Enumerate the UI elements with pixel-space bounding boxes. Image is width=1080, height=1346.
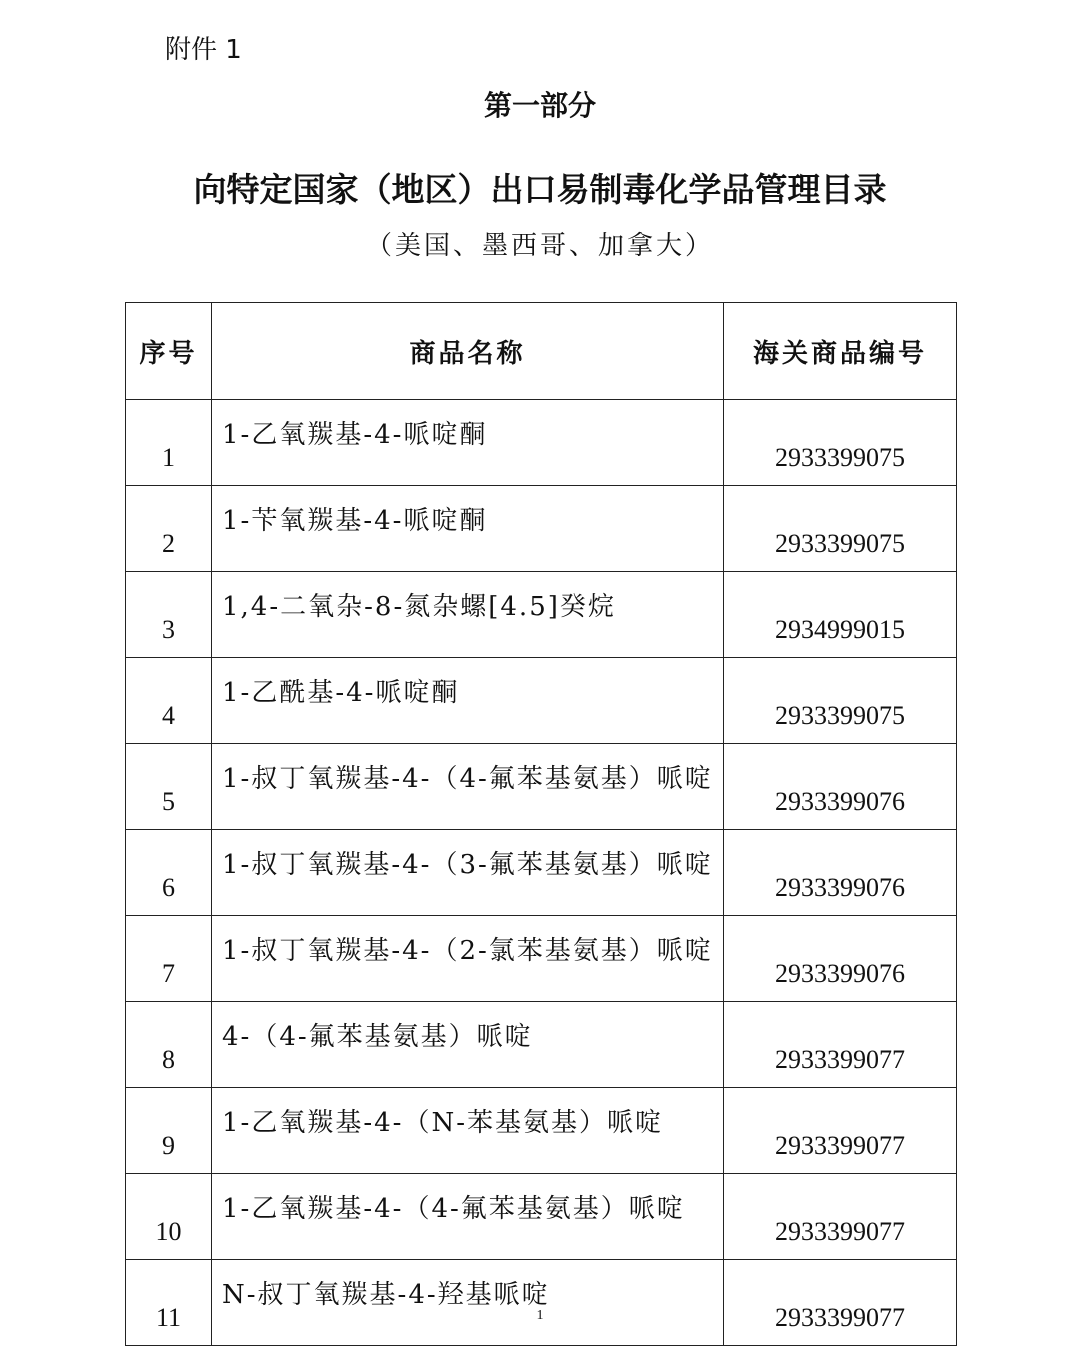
- row-customs-code: 2933399076: [724, 830, 957, 916]
- row-customs-code: 2933399077: [724, 1002, 957, 1088]
- row-product-name: 4-（4-氟苯基氨基）哌啶: [212, 1002, 724, 1088]
- row-customs-code: 2933399075: [724, 486, 957, 572]
- part-heading: 第一部分: [483, 89, 596, 122]
- row-seq: 9: [126, 1088, 212, 1174]
- row-product-name: 1-叔丁氧羰基-4-（2-氯苯基氨基）哌啶: [212, 916, 724, 1002]
- table-header-row: [126, 303, 957, 400]
- row-product-name: 1-乙氧羰基-4-哌啶酮: [212, 400, 724, 486]
- table-row: [126, 572, 957, 658]
- document-subtitle: （美国、墨西哥、加拿大）: [365, 231, 714, 261]
- row-seq: 8: [126, 1002, 212, 1088]
- row-seq: 4: [126, 658, 212, 744]
- table-row: [126, 1088, 957, 1174]
- catalog-table: [125, 302, 957, 1346]
- row-product-name: 1,4-二氧杂-8-氮杂螺[4.5]癸烷: [212, 572, 724, 658]
- row-product-name: 1-苄氧羰基-4-哌啶酮: [212, 486, 724, 572]
- row-product-name: 1-叔丁氧羰基-4-（4-氟苯基氨基）哌啶: [212, 744, 724, 830]
- table-row: [126, 830, 957, 916]
- table-row: [126, 1174, 957, 1260]
- table-row: [126, 744, 957, 830]
- table-row: [126, 486, 957, 572]
- row-customs-code: 2933399077: [724, 1088, 957, 1174]
- row-product-name: 1-叔丁氧羰基-4-（3-氟苯基氨基）哌啶: [212, 830, 724, 916]
- row-seq: 5: [126, 744, 212, 830]
- row-product-name: 1-乙酰基-4-哌啶酮: [212, 658, 724, 744]
- header-customs-code: 海关商品编号: [724, 303, 957, 400]
- row-seq: 10: [126, 1174, 212, 1260]
- table-row: [126, 1002, 957, 1088]
- table-row: [126, 658, 957, 744]
- table-row: [126, 916, 957, 1002]
- table-row: [126, 400, 957, 486]
- row-seq: 3: [126, 572, 212, 658]
- row-seq: 2: [126, 486, 212, 572]
- row-product-name: 1-乙氧羰基-4-（N-苯基氨基）哌啶: [212, 1088, 724, 1174]
- document-title: 向特定国家（地区）出口易制毒化学品管理目录: [193, 170, 887, 209]
- row-seq: 1: [126, 400, 212, 486]
- row-customs-code: 2933399075: [724, 400, 957, 486]
- header-seq: 序号: [126, 303, 212, 400]
- table-row: [126, 1260, 957, 1346]
- row-customs-code: 2933399076: [724, 744, 957, 830]
- row-product-name: N-叔丁氧羰基-4-羟基哌啶: [212, 1260, 724, 1346]
- header-product-name: 商品名称: [212, 303, 724, 400]
- row-seq: 11: [126, 1260, 212, 1346]
- row-customs-code: 2933399077: [724, 1260, 957, 1346]
- row-customs-code: 2933399076: [724, 916, 957, 1002]
- row-customs-code: 2933399075: [724, 658, 957, 744]
- page-number: 1: [536, 1308, 544, 1323]
- attachment-label: 附件 1: [165, 35, 242, 65]
- row-product-name: 1-乙氧羰基-4-（4-氟苯基氨基）哌啶: [212, 1174, 724, 1260]
- row-customs-code: 2933399077: [724, 1174, 957, 1260]
- row-customs-code: 2934999015: [724, 572, 957, 658]
- row-seq: 6: [126, 830, 212, 916]
- row-seq: 7: [126, 916, 212, 1002]
